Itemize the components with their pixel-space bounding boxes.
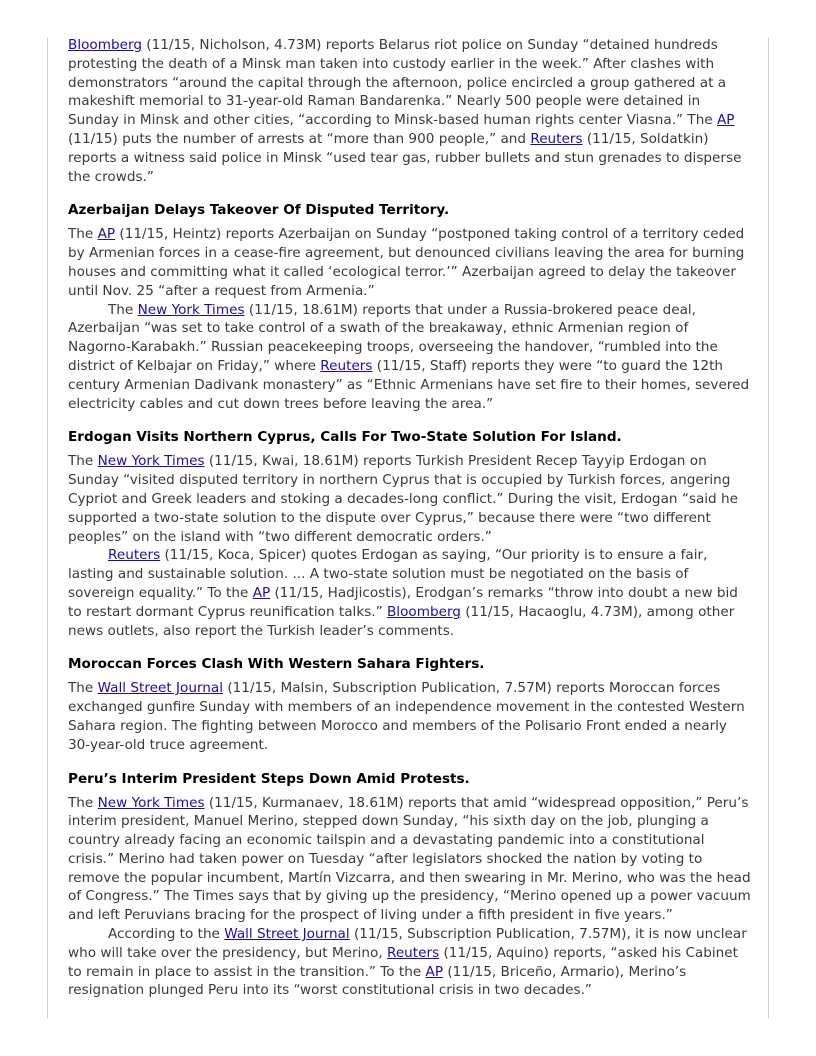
body-text: (11/15, Heintz) reports Azerbaijan on Sunday “postponed taking control of a territory ceded by Armenian forces in a cease-fire agreement, but denounced civilians leaving the area for burning houses and committing what it called ‘ecological terror.’” Azerbaijan agreed to delay the takeover until Nov. 25 “after a request from Armenia.” bbox=[68, 226, 745, 299]
body-text: (11/15, Hadjicostis), Erodgan’s remarks “throw into doubt a new bid to restart dormant Cyprus reunification talks.” bbox=[68, 584, 738, 620]
peru-paragraph-1 bbox=[68, 794, 752, 926]
body-text: (11/15, Nicholson, 4.73M) reports Belarus riot police on Sunday “detained hundreds protesting the death of a Minsk man taken into custody earlier in the week.” After clashes with demonstrators “around the capital through the afternoon, police encircled a group gathered at a makeshift memorial to 31-year-old Raman Bandarenka.” Nearly 500 people were detained in Sunday in Minsk and other cities, “according to Minsk-based human rights center Viasna.” The bbox=[68, 37, 727, 129]
source-link-reuters[interactable]: Reuters bbox=[108, 547, 161, 564]
headline-peru: Peru’s Interim President Steps Down Amid Protests. bbox=[68, 770, 470, 787]
left-margin-rule bbox=[47, 38, 48, 1018]
body-text: (11/15, Soldatkin) reports a witness said police in Minsk “used tear gas, rubber bullets and stun grenades to disperse the crowds.” bbox=[68, 130, 742, 185]
source-link-reuters[interactable]: Reuters bbox=[386, 944, 440, 961]
cyprus-paragraph-1 bbox=[68, 452, 752, 546]
body-text: (11/15) puts the number of arrests at “more than 900 people,” and bbox=[68, 130, 531, 147]
sahara-paragraph-1 bbox=[68, 679, 752, 754]
body-text: (11/15, Koca, Spicer) quotes Erdogan as saying, “Our priority is to ensure a fair, lasting and sustainable solution. ... A two-state solution must be negotiated on the basis of sovereign equality.” To the bbox=[68, 547, 708, 601]
cyprus-paragraph-2 bbox=[68, 546, 752, 640]
source-link-reuters[interactable]: Reuters bbox=[530, 130, 583, 147]
body-text: The bbox=[68, 794, 98, 811]
headline-azerbaijan: Azerbaijan Delays Takeover Of Disputed Territory. bbox=[68, 202, 450, 219]
headline-western-sahara: Moroccan Forces Clash With Western Sahara Fighters. bbox=[68, 656, 485, 673]
body-text: (11/15, Staff) reports they were “to guard the 12th century Armenian Dadivank monastery” as “Ethnic Armenians have set fire to their homes, severed electricity cables and cut down trees before leaving the area.” bbox=[68, 357, 750, 412]
source-link-wsj[interactable]: Wall Street Journal bbox=[224, 926, 350, 943]
source-link-nyt[interactable]: New York Times bbox=[97, 453, 205, 470]
body-text: The bbox=[68, 226, 98, 243]
right-margin-rule bbox=[768, 38, 769, 1018]
source-link-ap[interactable]: AP bbox=[425, 963, 444, 980]
body-text: The bbox=[68, 680, 98, 697]
body-text: (11/15, Kurmanaev, 18.61M) reports that amid “widespread opposition,” Peru’s interim president, Manuel Merino, stepped down Sunday, “his sixth day on the job, plunging a country already facing an economic tailspin and a devastating pandemic into a constitutional crisis.” Merino had taken power on Tuesday “after legislators shocked the nation by voting to remove the popular incumbent, Martín Vizcarra, and then swearing in Mr. Merino, who was the head of Congress.” The Times says that by giving up the presidency, “Merino opened up a power vacuum and left Peruvians bracing for the prospect of living under a fifth president in five years.” bbox=[68, 794, 751, 924]
source-link-ap[interactable]: AP bbox=[717, 112, 735, 129]
body-text: (11/15, Aquino) reports, “asked his Cabinet to remain in place to assist in the transition.” To the bbox=[68, 944, 738, 980]
body-text: (11/15, Subscription Publication, 7.57M), it is now unclear who will take over the presidency, but Merino, bbox=[68, 926, 747, 961]
peru-paragraph-2 bbox=[68, 925, 752, 1000]
source-link-ap[interactable]: AP bbox=[252, 584, 271, 601]
source-link-bloomberg[interactable]: Bloomberg bbox=[68, 37, 142, 53]
headline-cyprus: Erdogan Visits Northern Cyprus, Calls For Two-State Solution For Island. bbox=[68, 429, 622, 446]
azerbaijan-paragraph-1 bbox=[68, 225, 752, 300]
source-link-wsj[interactable]: Wall Street Journal bbox=[97, 680, 224, 697]
body-text: (11/15, Malsin, Subscription Publication, 7.57M) reports Moroccan forces exchanged gunfire Sunday with members of an independence movement in the contested Western Sahara region. The fighting between Morocco and members of the Polisario Front ended a nearly 30-year-old truce agreement. bbox=[68, 680, 745, 753]
body-text: The bbox=[108, 301, 138, 318]
source-link-ap[interactable]: AP bbox=[97, 226, 116, 243]
source-link-nyt[interactable]: New York Times bbox=[97, 794, 205, 811]
body-text: According to the bbox=[108, 926, 225, 943]
body-text: (11/15, Briceño, Armario), Merino’s resignation plunged Peru into its “worst constitutional crisis in two decades.” bbox=[68, 963, 687, 999]
body-text: (11/15, 18.61M) reports that under a Russia-brokered peace deal, Azerbaijan “was set to take control of a swath of the breakaway, ethnic Armenian region of Nagorno-Karabakh.” Russian peacekeeping troops, overseeing the handover, “rumbled into the district of Kelbajar on Friday,” where bbox=[68, 301, 718, 374]
body-text: The bbox=[68, 453, 98, 470]
belarus-paragraph bbox=[68, 36, 752, 186]
body-text: (11/15, Hacaoglu, 4.73M), among other news outlets, also report the Turkish leader’s comments. bbox=[68, 603, 735, 639]
source-link-reuters[interactable]: Reuters bbox=[320, 357, 373, 374]
body-text: (11/15, Kwai, 18.61M) reports Turkish President Recep Tayyip Erdogan on Sunday “visited disputed territory in northern Cyprus that is occupied by Turkish forces, angering Cypriot and Greek leaders and stoking a decades-long conflict.” During the visit, Erdogan “said he supported a two-state solution to the dispute over Cyprus,” because there were “two different peoples” on the island with “two different democratic orders.” bbox=[68, 453, 738, 545]
document-page bbox=[68, 36, 752, 1000]
azerbaijan-paragraph-2 bbox=[68, 301, 752, 414]
source-link-bloomberg[interactable]: Bloomberg bbox=[386, 603, 461, 620]
source-link-nyt[interactable]: New York Times bbox=[137, 301, 245, 318]
